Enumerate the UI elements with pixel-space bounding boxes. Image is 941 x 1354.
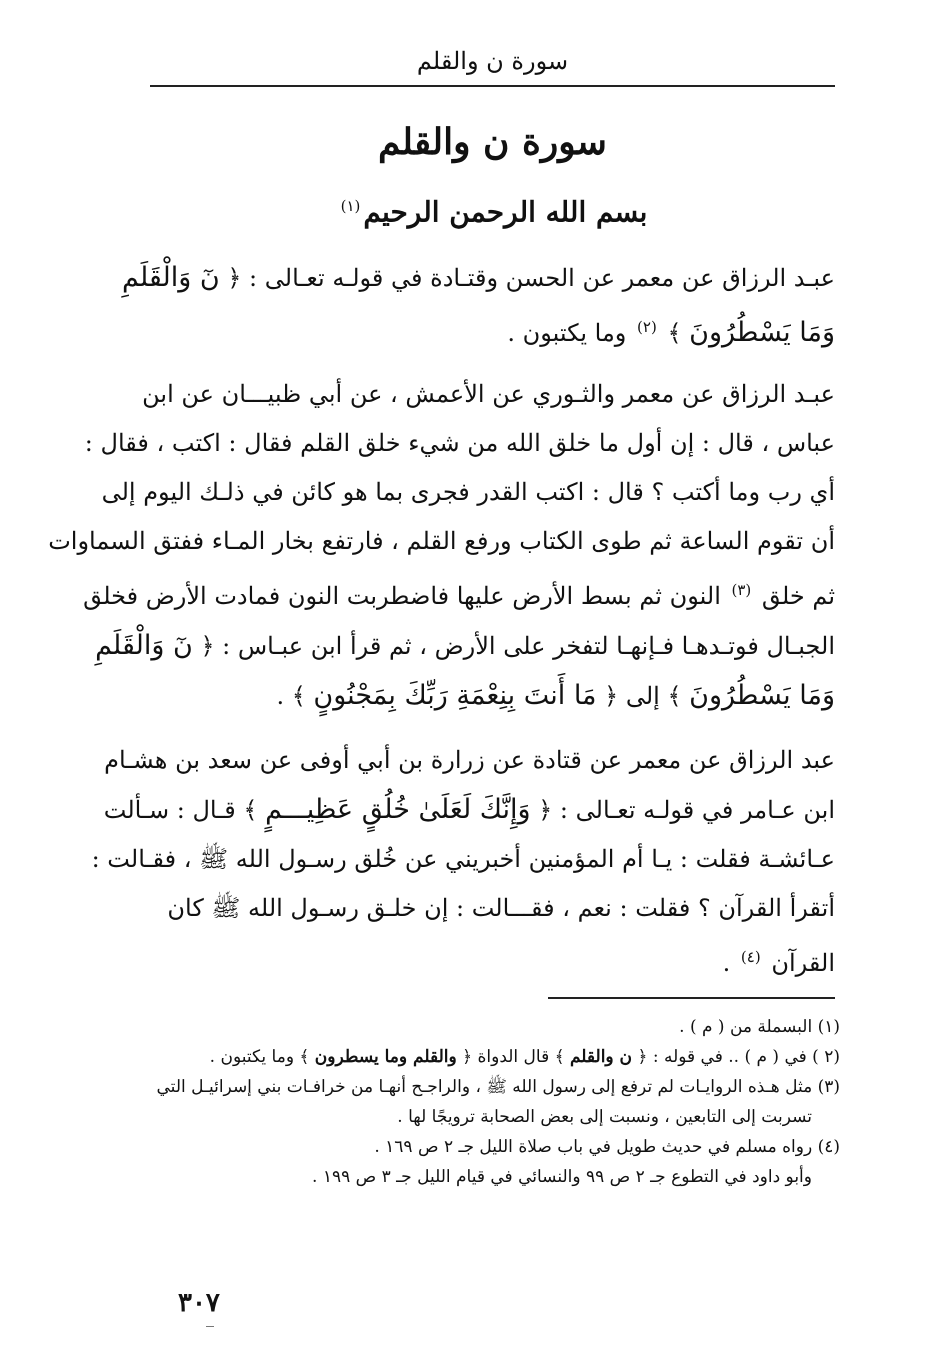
- paragraph-2-line-4: أن تقوم الساعة ثم طوى الكتاب ورفع القلم ، فارتفع بخار المـاء ففتق السماوات: [48, 527, 835, 555]
- basmala-text: بسم الله الرحمن الرحيم: [363, 195, 648, 229]
- paragraph-2: [48, 370, 835, 721]
- paragraph-3-line-4: أتقرأ القرآن ؟ فقلت : نعم ، فقـــالت : إن خلـق رسـول الله ﷺ كان: [167, 894, 835, 922]
- footnote-4-continued: وأبو داود في التطوع جـ ٢ ص ٩٩ والنسائي في قيام الليل جـ ٣ ص ١٩٩ .: [312, 1167, 812, 1187]
- paragraph-2-line-1: عبـد الرزاق عن معمر والثـوري عن الأعمش ، عن أبي ظبيـــان عن ابن: [142, 380, 835, 408]
- quran-verse: مَا أَنتَ بِنِعْمَةِ رَبِّكَ بِمَجْنُونٍ: [313, 680, 597, 711]
- paragraph-2-line-7: [150, 671, 835, 721]
- scan-mark: [206, 1326, 214, 1327]
- paragraph-3: [91, 736, 835, 988]
- paragraph-1: [121, 253, 835, 358]
- paragraph-3-line-3: عـائشـة فقلت : يـا أم المؤمنين أخبريني عن خُلق رسـول الله ﷺ ، فقـالت :: [91, 845, 835, 873]
- header-rule: [150, 85, 835, 87]
- text-span: ﴾ قـال : سـألت: [103, 796, 258, 824]
- quran-verse: نٓ وَالْقَلَمِ: [95, 630, 193, 661]
- basmala-line: [150, 186, 835, 232]
- text-span: النون ثم بسط الأرض عليها فاضطربت النون فمادت الأرض فخلق: [83, 582, 721, 610]
- text-span: (٢ ) في ( م ) .. في قوله : ﴿: [637, 1047, 840, 1067]
- text-span: عبـد الرزاق عن معمر عن الحسن وقتـادة في قولـه تعـالى : ﴿: [227, 264, 835, 292]
- footnote-1: (١) البسملة من ( م ) .: [679, 1017, 840, 1037]
- quran-verse: نٓ وَالْقَلَمِ: [121, 262, 220, 293]
- text-span: القرآن: [771, 949, 835, 977]
- text-span: وما يكتبون .: [507, 319, 627, 347]
- quran-verse: وَمَا يَسْطُرُونَ: [689, 317, 835, 348]
- paragraph-1-line-2: [150, 303, 835, 358]
- text-span: الجبـال فوتـدهـا فـإنهـا لتفخر على الأرض ، ثم قرأ ابن عبـاس : ﴿: [200, 632, 835, 660]
- text-span: ﴾ .: [276, 682, 306, 710]
- footnote-3-continued: تسربت إلى التابعين ، ونسبت إلى بعض الصحابة ترويجًا لها .: [397, 1107, 812, 1127]
- text-span: ﴾ وما يكتبون .: [209, 1047, 310, 1067]
- paragraph-2-line-3: أي رب وما أكتب ؟ قال : اكتب القدر فجرى بما هو كائن في ذلـك اليوم إلى: [101, 478, 835, 506]
- text-span: ﴾: [667, 319, 682, 347]
- paragraph-2-line-6: [95, 621, 835, 671]
- paragraph-3-line-1: عبد الرزاق عن معمر عن قتادة عن زرارة بن أبي أوفى عن سعد بن هشـام: [104, 746, 835, 774]
- text-span: ابن عـامر في قولـه تعـالى : ﴿: [538, 796, 835, 824]
- footnote-rule: [548, 997, 835, 999]
- paragraph-2-line-2: عباس ، قال : إن أول ما خلق الله من شيء خلق القلم فقال : اكتب ، فقال :: [84, 429, 835, 457]
- running-header: سورة ن والقلم: [416, 47, 569, 75]
- paragraph-2-line-5: [83, 566, 835, 621]
- footnote-ref-4: (٤): [740, 948, 761, 966]
- footnote-2: [150, 1042, 840, 1072]
- text-span: .: [722, 949, 731, 977]
- text-span-bold: والقلم وما يسطرون: [314, 1047, 457, 1067]
- paragraph-3-line-5: [150, 933, 835, 988]
- text-span-bold: ن والقلم: [569, 1047, 633, 1067]
- footnote-4: (٤) رواه مسلم في حديث طويل في باب صلاة الليل جـ ٢ ص ١٦٩ .: [374, 1137, 840, 1157]
- text-span: ثم خلق: [761, 582, 835, 610]
- paragraph-1-line-1: [121, 253, 835, 303]
- footnote-ref-2: (٢): [637, 318, 657, 336]
- quran-verse: وَإِنَّكَ لَعَلَىٰ خُلُقٍ عَظِيـــمٍ: [265, 794, 531, 825]
- text-span: ﴾ قال الدواة ﴿: [462, 1047, 565, 1067]
- page-number: ٣٠٧: [178, 1288, 220, 1318]
- footnote-ref-1: (١): [340, 197, 361, 215]
- paragraph-3-line-2: [103, 785, 835, 835]
- quran-verse: وَمَا يَسْطُرُونَ: [689, 680, 835, 711]
- footnote-3: (٣) مثل هـذه الروايـات لم ترفع إلى رسول الله ﷺ ، والراجـح أنهـا من خرافـات بني إسرائيـل التي: [156, 1077, 840, 1097]
- footnotes: [150, 1012, 840, 1192]
- surah-title: سورة ن والقلم: [378, 121, 607, 163]
- footnote-ref-3: (٣): [731, 581, 752, 599]
- text-span: ﴾ إلى ﴿: [604, 682, 682, 710]
